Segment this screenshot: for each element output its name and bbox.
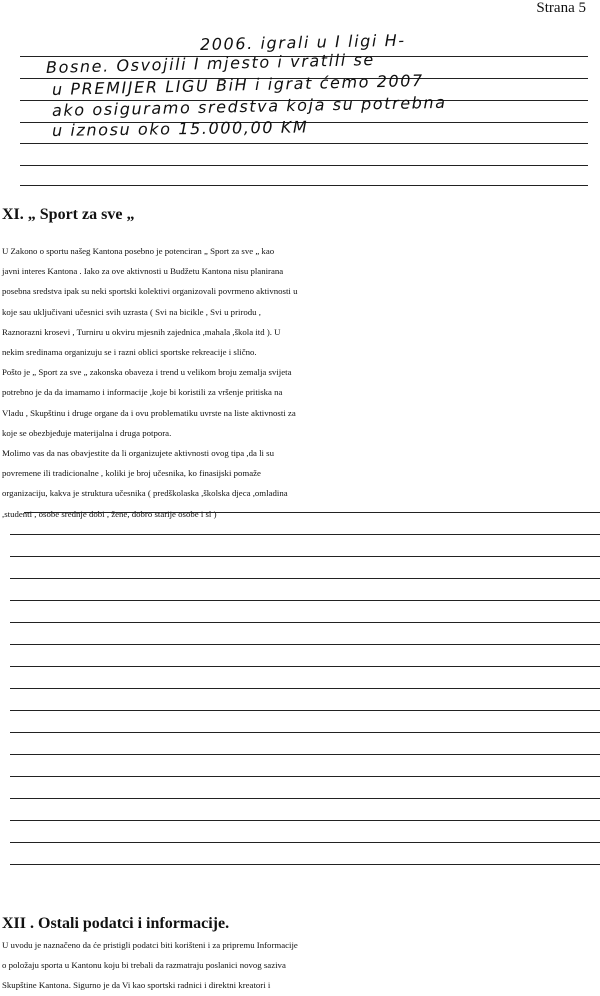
paragraph-line: Vladu , Skupštinu i druge organe da i ovu problematiku uvrste na liste aktivnosti za bbox=[2, 407, 296, 418]
handwritten-line: Bosne. Osvojili I mjesto i vratili se bbox=[45, 49, 376, 77]
paragraph-line: o položaju sporta u Kantonu koju bi trebali da razmatraju poslanici novog saziva bbox=[2, 960, 286, 971]
paragraph-line: povremene ili tradicionalne , koliki je broj učesnika, ko finasijski pomaže bbox=[2, 468, 261, 479]
paragraph-line: U Zakono o sportu našeg Kantona posebno je potenciran „ Sport za sve „ kao bbox=[2, 246, 275, 256]
paragraph-line: Raznorazni krosevi , Turniru u okviru mjesnih zajednica ,mahala ,škola itd ). U bbox=[2, 326, 281, 337]
answer-line bbox=[10, 776, 600, 777]
answer-line bbox=[10, 798, 600, 799]
section-heading-ostali-podatci: XII . Ostali podatci i informacije. bbox=[2, 915, 230, 932]
section-xii-paragraph bbox=[2, 935, 600, 996]
handwritten-line: u PREMIJER LIGU BiH i igrat ćemo 2007 bbox=[51, 70, 425, 99]
paragraph-line: ,studenti , osobe srednje dobi , žene, dobro starije osobe i sl ) bbox=[2, 508, 217, 519]
answer-line bbox=[24, 512, 600, 513]
paragraph-line: organizaciju, kakva je struktura učesnika ( predškolaska ,školska djeca ,omladina bbox=[2, 488, 288, 499]
answer-line bbox=[10, 842, 600, 843]
paragraph-line: Molimo vas da nas obavjestite da li organizujete aktivnosti ovog tipa ,da li su bbox=[2, 448, 275, 459]
paragraph-line: Skupštine Kantona. Sigurno je da Vi kao sportski radnici i direktni kreatori i bbox=[2, 980, 271, 991]
paragraph-line: Pošto je „ Sport za sve „ zakonska obaveza i trend u velikom broju zemalja svijeta bbox=[2, 367, 292, 378]
paragraph-line: nekim sredinama organizuju se i razni oblici sportske rekreacije i slično. bbox=[2, 347, 257, 358]
answer-line bbox=[10, 688, 600, 689]
handwritten-line: 2006. igrali u I ligi H- bbox=[199, 30, 406, 54]
answer-line bbox=[10, 578, 600, 579]
answer-line bbox=[20, 143, 588, 144]
answer-line bbox=[10, 710, 600, 711]
paragraph-line: potrebno je da da imamamo i informacije ,koje bi koristili za vršenje pritiska na bbox=[2, 387, 283, 398]
answer-line bbox=[10, 534, 600, 535]
answer-line bbox=[10, 556, 600, 557]
answer-line bbox=[20, 165, 588, 166]
section-heading-sport-za-sve: XI. „ Sport za sve „ bbox=[2, 206, 135, 223]
paragraph-line: javni interes Kantona . Iako za ove aktivnosti u Budžetu Kantona nisu planirana bbox=[2, 266, 284, 277]
answer-line bbox=[10, 754, 600, 755]
handwritten-line: ako osiguramo sredstva koja su potrebna bbox=[51, 92, 447, 120]
page-number: Strana 5 bbox=[536, 0, 586, 16]
answer-line bbox=[10, 622, 600, 623]
answer-line bbox=[10, 820, 600, 821]
answer-line bbox=[10, 864, 600, 865]
paragraph-line: posebna sredstva ipak su neki sportski kolektivi organizovali povrmeno aktivnosti u bbox=[2, 286, 298, 297]
answer-line bbox=[10, 600, 600, 601]
answer-line bbox=[20, 185, 588, 186]
answer-line bbox=[10, 644, 600, 645]
paragraph-line: koje sau uključivani učesnici svih uzrasta ( Svi na bicikle , Svi u prirodu , bbox=[2, 306, 261, 317]
paragraph-line: U uvodu je naznačeno da će pristigli podatci biti korišteni i za pripremu Informacije bbox=[2, 940, 298, 950]
answer-line bbox=[10, 666, 600, 667]
section-xi-paragraph bbox=[2, 241, 600, 524]
handwritten-line: u iznosu oko 15.000,00 KM bbox=[51, 117, 309, 140]
answer-line bbox=[10, 732, 600, 733]
paragraph-line: koje se obezbjeđuje materijalna i druga potpora. bbox=[2, 427, 172, 438]
